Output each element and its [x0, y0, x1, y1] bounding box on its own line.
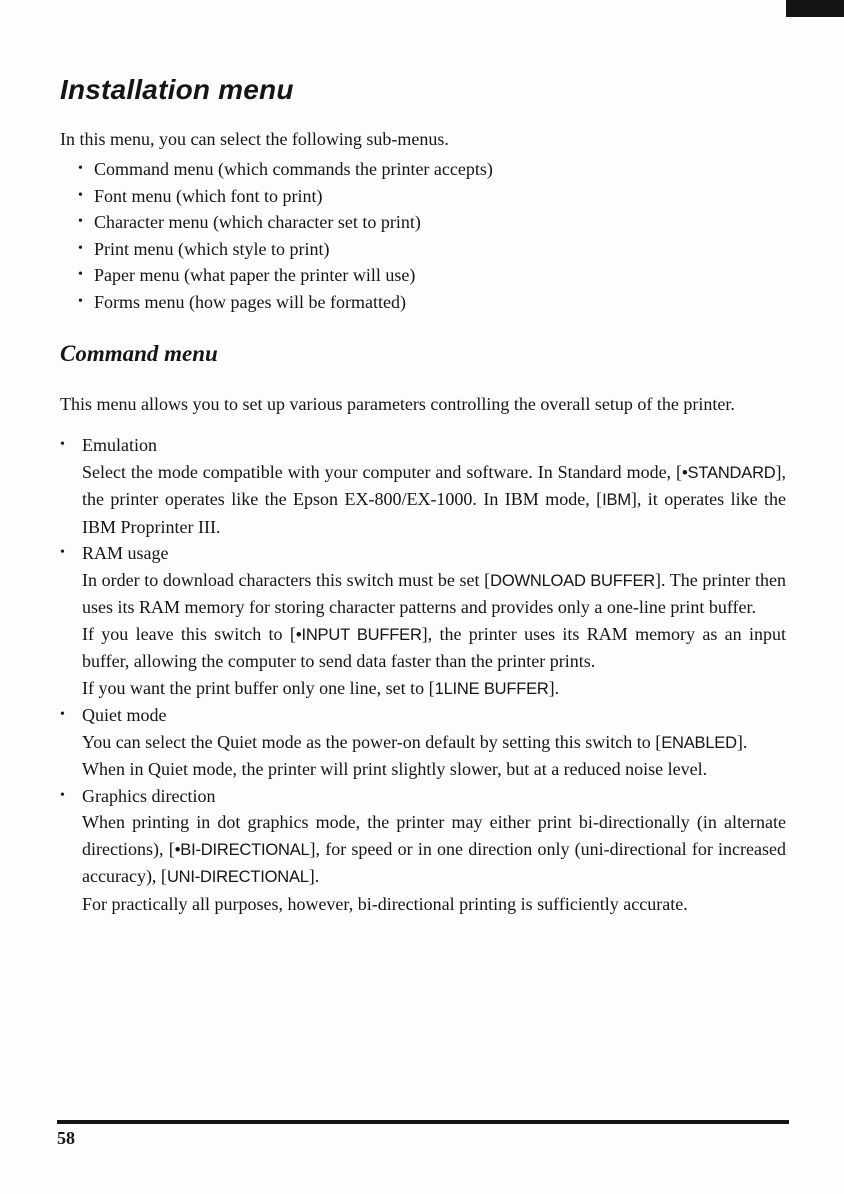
- bullet-icon: •: [78, 187, 83, 203]
- option-term-row: [60, 783, 786, 810]
- option-emulation: [60, 432, 786, 540]
- setting-token: 1LINE BUFFER: [434, 679, 549, 698]
- submenu-item-label: Print menu (which style to print): [94, 238, 330, 259]
- bullet-icon: •: [60, 707, 65, 722]
- intro-paragraph: In this menu, you can select the following sub-menus.: [60, 129, 449, 149]
- bullet-icon: •: [78, 214, 83, 229]
- option-paragraph: You can select the Quiet mode as the power-on default by setting this switch to [ENABLED].: [82, 731, 748, 752]
- option-term: Quiet mode: [82, 705, 167, 725]
- submenu-item-label: Command menu (which commands the printer accepts): [94, 159, 493, 179]
- option-term-row: [60, 540, 786, 567]
- page-edge-tab-marker: [786, 0, 844, 17]
- submenu-item: [60, 262, 786, 289]
- section-heading: Command menu: [60, 341, 218, 366]
- submenu-item-label: Paper menu (what paper the printer will use): [94, 265, 416, 285]
- option-term: Graphics direction: [82, 785, 216, 806]
- bullet-icon: •: [78, 267, 83, 282]
- submenu-item-label: Font menu (which font to print): [94, 185, 323, 206]
- option-term: RAM usage: [82, 543, 169, 563]
- submenu-list: [60, 156, 786, 315]
- option-term-row: [60, 702, 786, 729]
- bullet-icon: •: [60, 787, 65, 803]
- section-intro: This menu allows you to set up various parameters controlling the overall setup of the printer.: [60, 394, 735, 414]
- footer-rule: [57, 1120, 789, 1124]
- option-paragraph: In order to download characters this switch must be set [DOWNLOAD BUFFER]. The printer then uses its RAM memory for storing character patterns and provides only a one-line print buffer.: [82, 569, 787, 617]
- page-number: 58: [57, 1128, 75, 1148]
- option-ram-usage: [60, 540, 786, 702]
- bullet-icon: •: [78, 240, 83, 256]
- submenu-item: [60, 209, 786, 236]
- submenu-item: [60, 236, 786, 263]
- setting-token: IBM: [602, 491, 631, 509]
- setting-token: •INPUT BUFFER: [295, 625, 422, 644]
- option-quiet-mode: [60, 702, 786, 783]
- option-paragraph: Select the mode compatible with your computer and software. In Standard mode, [•STANDARD], the printer operates like the Epson EX-800/EX-1000. In IBM mode, [IBM], it operates like the IBM Proprinter III.: [82, 461, 786, 537]
- submenu-item: [60, 183, 786, 210]
- option-paragraph: For practically all purposes, however, bi-directional printing is sufficiently accurate.: [82, 893, 688, 914]
- bullet-icon: •: [60, 437, 65, 452]
- bullet-icon: •: [60, 545, 65, 560]
- setting-token: UNI-DIRECTIONAL: [166, 868, 309, 886]
- option-term: Emulation: [82, 435, 157, 455]
- submenu-item: [60, 156, 786, 183]
- submenu-item: [60, 289, 786, 316]
- option-paragraph: When in Quiet mode, the printer will print slightly slower, but at a reduced noise level.: [82, 759, 708, 779]
- option-paragraph: If you want the print buffer only one line, set to [1LINE BUFFER].: [82, 677, 560, 698]
- setting-token: DOWNLOAD BUFFER: [490, 571, 656, 590]
- submenu-item-label: Character menu (which character set to print): [94, 212, 421, 232]
- option-term-row: [60, 432, 786, 459]
- page-content: [60, 74, 786, 917]
- setting-token: •BI-DIRECTIONAL: [174, 840, 310, 859]
- setting-token: ENABLED: [661, 733, 737, 752]
- bullet-icon: •: [78, 161, 83, 176]
- bullet-icon: •: [78, 293, 83, 309]
- page-title: Installation menu: [60, 74, 294, 105]
- option-graphics-direction: [60, 783, 786, 918]
- option-paragraph: If you leave this switch to [•INPUT BUFFER], the printer uses its RAM memory as an input buffer, allowing the computer to send data faster than the printer prints.: [82, 623, 786, 671]
- submenu-item-label: Forms menu (how pages will be formatted): [94, 291, 406, 312]
- setting-token: •STANDARD: [681, 463, 776, 482]
- option-paragraph: When printing in dot graphics mode, the printer may either print bi-directionally (in alternate directions), [•BI-DIRECTIONAL], for speed or in one direction only (uni-directional for increased accuracy), [UNI-DIRECTIONAL].: [82, 812, 786, 886]
